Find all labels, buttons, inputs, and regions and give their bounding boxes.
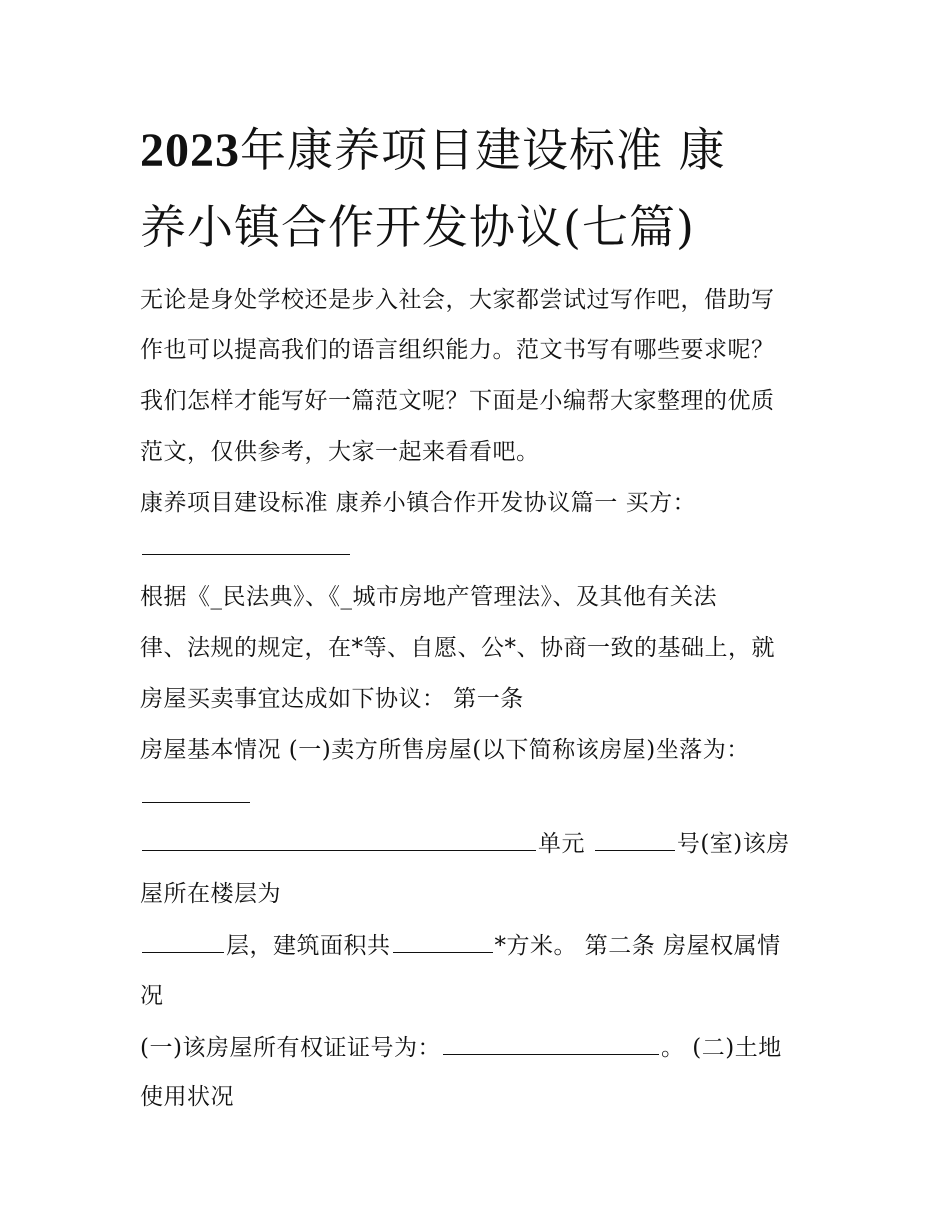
floor-blank [142,930,224,953]
area-label: *方米。 第二条 房屋权属情 [494,933,781,959]
buyer-blank [142,532,350,555]
intro-line-1: 无论是身处学校还是步入社会，大家都尝试过写作吧，借助写 [140,287,775,313]
certificate-line [140,1032,782,1063]
intro-line-2: 作也可以提高我们的语言组织能力。范文书写有哪些要求呢？ [140,337,775,363]
section-heading: 康养项目建设标准 康养小镇合作开发协议篇一 买方： [140,490,697,516]
certificate-label: (一)该房屋所有权证证号为： [140,1035,441,1061]
floor-line-1: 屋所在楼层为 [140,881,281,907]
location-blank [142,780,250,803]
intro-line-3: 我们怎样才能写好一篇范文呢？下面是小编帮大家整理的优质 [140,388,775,414]
buyer-blank-line [140,532,352,563]
title-year: 2023 [140,124,240,177]
room-blank [595,828,675,851]
floor-area-line [140,930,781,961]
intro-line-4: 范文，仅供参考，大家一起来看看吧。 [140,439,540,465]
floor-label: 层，建筑面积共 [226,933,391,959]
unit-label: 单元 [538,831,585,857]
land-use-line: 使用状况 [140,1084,234,1110]
ownership-line-end: 况 [140,983,164,1009]
paragraph-line-3: 房屋买卖事宜达成如下协议： 第一条 [140,686,524,712]
unit-blank [142,828,536,851]
paragraph-line-1: 根据《_民法典》、《_城市房地产管理法》、及其他有关法 [140,584,717,610]
unit-room-line [140,828,790,859]
room-label: 号(室)该房 [676,831,790,857]
certificate-after: 。 (二)土地 [660,1035,782,1061]
certificate-blank [443,1032,659,1055]
title-line1-text: 年康养项目建设标准 康 [240,123,726,177]
document-title [140,112,820,265]
paragraph-line-2: 律、法规的规定，在*等、自愿、公*、协商一致的基础上，就 [140,635,775,661]
title-line2-text: 养小镇合作开发协议(七篇) [140,200,695,254]
area-blank [393,930,493,953]
house-info-line: 房屋基本情况 (一)卖方所售房屋(以下简称该房屋)坐落为： [140,737,750,763]
location-blank-line [140,780,252,811]
